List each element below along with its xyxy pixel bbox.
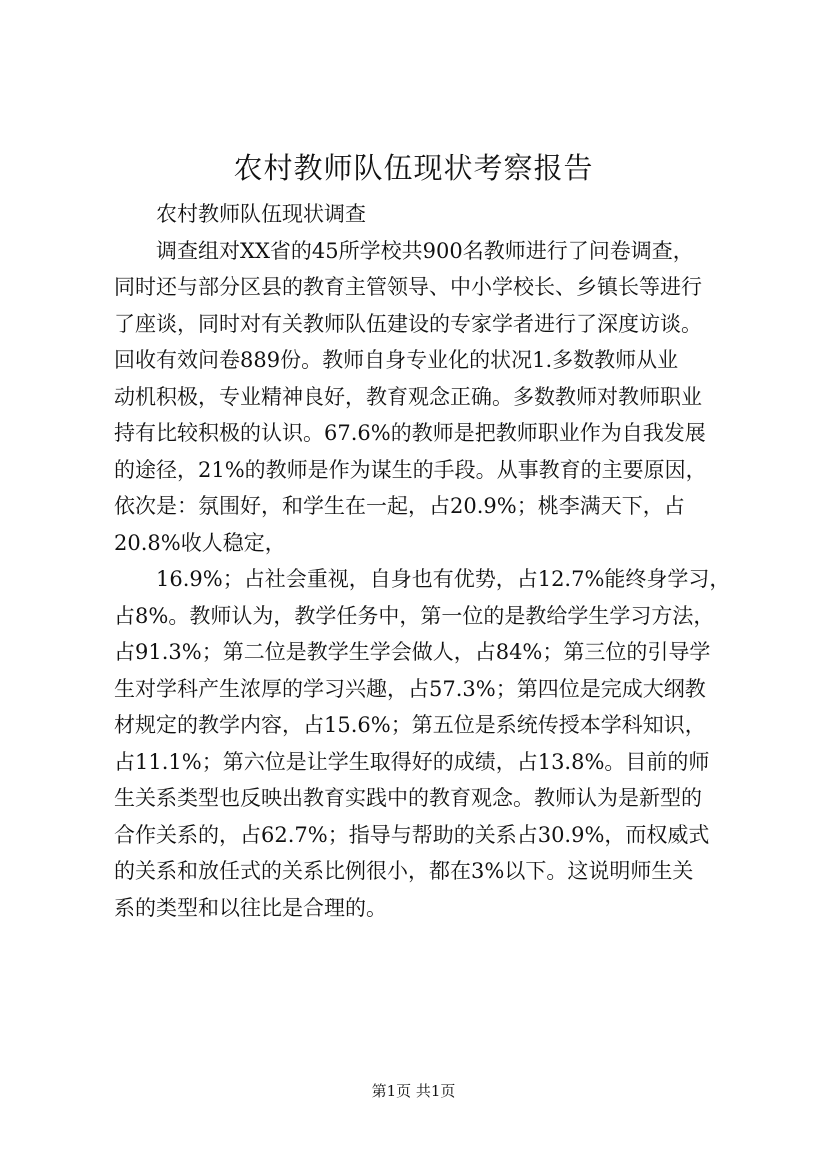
subtitle-line: 农村教师队伍现状调查 [156, 202, 366, 226]
paragraph-line: 回收有效问卷889份。教师自身专业化的状况1.多数教师从业 [114, 348, 679, 372]
paragraph-line: 合作关系的，占62.7%；指导与帮助的关系占30.9%，而权威式 [114, 822, 710, 847]
paragraph-line: 生对学科产生浓厚的学习兴趣，占57.3%；第四位是完成大纲教 [114, 676, 706, 701]
paragraph-line: 16.9%；占社会重视，自身也有优势，占12.7%能终身学习， [156, 567, 731, 591]
paragraph-line: 系的类型和以往比是合理的。 [114, 895, 387, 920]
paragraph-line: 占8%。教师认为，教学任务中，第一位的是教给学生学习方法， [114, 603, 715, 628]
paragraph-line: 占91.3%；第二位是教学生学会做人，占84%；第三位的引导学 [114, 640, 711, 664]
paragraph-line: 材规定的教学内容，占15.6%；第五位是系统传授本学科知识， [114, 713, 706, 737]
paragraph-line: 的关系和放任式的关系比例很小，都在3%以下。这说明师生关 [114, 859, 694, 883]
paragraph-line: 动机积极，专业精神良好，教育观念正确。多数教师对教师职业 [114, 384, 702, 409]
paragraph-line: 持有比较积极的认识。67.6%的教师是把教师职业作为自我发展 [114, 421, 706, 445]
paragraph-line: 生关系类型也反映出教育实践中的教育观念。教师认为是新型的 [114, 786, 702, 810]
paragraph-line: 占11.1%；第六位是让学生取得好的成绩，占13.8%。目前的师 [114, 749, 710, 774]
paragraph-line: 20.8%收人稳定， [114, 530, 286, 555]
document-title: 农村教师队伍现状考察报告 [233, 151, 594, 185]
paragraph-line: 了座谈，同时对有关教师队伍建设的专家学者进行了深度访谈。 [114, 311, 702, 336]
page-footer: 第1页 共1页 [371, 1082, 456, 1100]
paragraph-line: 的途径，21%的教师是作为谋生的手段。从事教育的主要原因， [114, 457, 707, 482]
document-body [114, 196, 734, 926]
paragraph-line: 依次是：氛围好，和学生在一起，占20.9%；桃李满天下，占 [114, 494, 685, 518]
paragraph-line: 调查组对XX省的45所学校共900名教师进行了问卷调查， [156, 238, 694, 263]
paragraph-line: 同时还与部分区县的教育主管领导、中小学校长、乡镇长等进行 [114, 275, 702, 299]
